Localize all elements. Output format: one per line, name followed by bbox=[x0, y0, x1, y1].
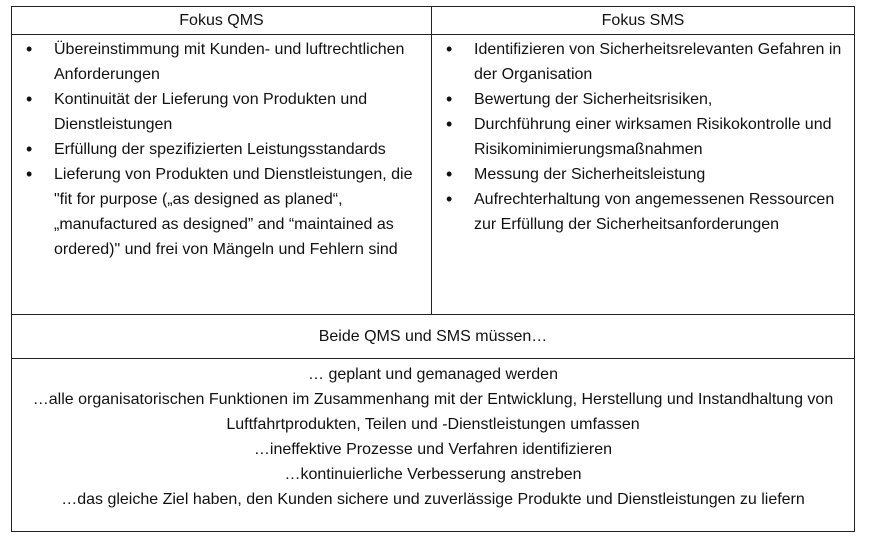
comparison-table bbox=[11, 6, 855, 532]
sms-item: • Bewertung der Sicherheitsrisiken, bbox=[432, 87, 854, 112]
focus-content-row bbox=[12, 35, 854, 315]
shared-requirement-line: …kontinuierliche Verbesserung anstreben bbox=[284, 466, 582, 483]
shared-requirement-line: … geplant und gemanaged werden bbox=[308, 366, 558, 383]
shared-requirements-row bbox=[12, 359, 854, 531]
header-fokus-sms: Fokus SMS bbox=[601, 12, 685, 29]
sms-item: • Identifizieren von Sicherheitsrelevanten Gefahren in der Organisation bbox=[432, 37, 854, 87]
both-heading-row: Beide QMS und SMS müssen… bbox=[12, 315, 854, 359]
sms-bullet-list bbox=[432, 35, 854, 237]
qms-item: • Übereinstimmung mit Kunden- und luftrechtlichen Anforderungen bbox=[12, 37, 431, 87]
header-fokus-qms: Fokus QMS bbox=[12, 7, 432, 35]
qms-bullet-list bbox=[12, 35, 431, 262]
qms-item: • Kontinuität der Lieferung von Produkten und Dienstleistungen bbox=[12, 87, 431, 137]
shared-requirement-line: …das gleiche Ziel haben, den Kunden sichere und zuverlässige Produkte und Dienstleistungen zu liefern bbox=[61, 491, 805, 508]
qms-column bbox=[12, 35, 432, 314]
sms-column bbox=[432, 35, 854, 314]
qms-item: • Lieferung von Produkten und Dienstleistungen, die "fit for purpose („as designed as planed“, „manufactured as designed” and “maintained as ordered)" und frei von Mängeln und Fehlern sind bbox=[12, 162, 431, 262]
shared-requirement-line: …ineffektive Prozesse und Verfahren identifizieren bbox=[253, 441, 613, 458]
sms-item: • Messung der Sicherheitsleistung bbox=[432, 162, 854, 187]
shared-requirement-line: …alle organisatorischen Funktionen im Zusammenhang mit der Entwicklung, Herstellung und Instandhaltung von Luftfahrtprodukten, Teilen und -Dienstleistungen umfassen bbox=[32, 391, 834, 433]
sms-item: • Aufrechterhaltung von angemessenen Ressourcen zur Erfüllung der Sicherheitsanforderungen bbox=[432, 187, 854, 237]
sms-item: • Durchführung einer wirksamen Risikokontrolle und Risikominimierungsmaßnahmen bbox=[432, 112, 854, 162]
qms-item: • Erfüllung der spezifizierten Leistungsstandards bbox=[12, 137, 431, 162]
table-header-row bbox=[12, 7, 854, 35]
